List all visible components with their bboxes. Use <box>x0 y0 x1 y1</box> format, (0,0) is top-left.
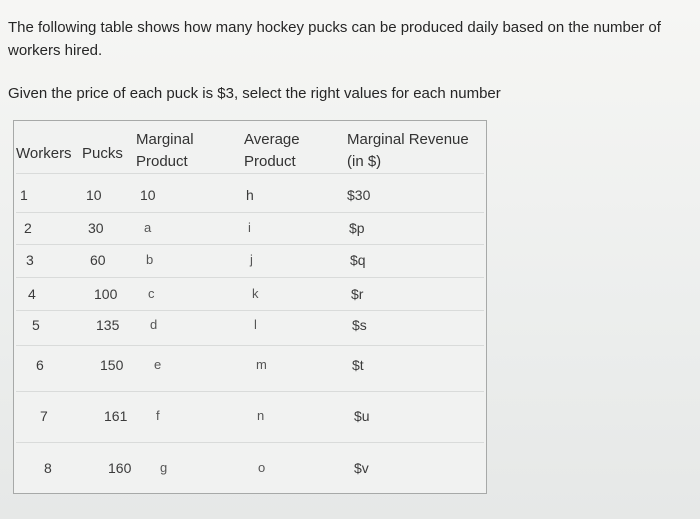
question-text: Given the price of each puck is $3, select the right values for each number <box>8 85 501 102</box>
marginal-product-cell: f <box>156 408 160 423</box>
header-pucks: Pucks <box>82 145 123 162</box>
row-divider <box>16 345 484 346</box>
pucks-cell: 30 <box>88 220 104 236</box>
workers-cell: 6 <box>36 357 44 373</box>
average-product-cell: i <box>248 220 251 235</box>
marginal-product-cell: a <box>144 220 152 235</box>
marginal-revenue-cell: $p <box>349 220 365 236</box>
workers-cell: 2 <box>24 220 32 236</box>
workers-cell: 4 <box>28 286 36 302</box>
pucks-cell: 150 <box>100 357 124 373</box>
marginal-product-cell: e <box>154 357 162 372</box>
average-product-cell: m <box>256 357 267 372</box>
average-product-cell: j <box>250 252 253 267</box>
header-divider <box>16 173 484 174</box>
average-product-cell: n <box>257 408 265 423</box>
pucks-cell: 135 <box>96 317 120 333</box>
pucks-cell: 10 <box>86 187 102 203</box>
average-product-cell: h <box>246 187 254 203</box>
intro-text: The following table shows how many hockey pucks can be produced daily based on the number of workers hired. <box>8 19 661 59</box>
average-product-cell: l <box>254 317 257 332</box>
row-divider <box>16 244 484 245</box>
header-marginal-revenue: Marginal Revenue (in $) <box>347 131 469 170</box>
pucks-cell: 60 <box>90 252 106 268</box>
marginal-product-cell: b <box>146 252 154 267</box>
marginal-revenue-cell: $u <box>354 408 370 424</box>
pucks-cell: 160 <box>108 460 132 476</box>
workers-cell: 5 <box>32 317 40 333</box>
header-workers: Workers <box>16 145 72 162</box>
row-divider <box>16 391 484 392</box>
workers-cell: 8 <box>44 460 52 476</box>
average-product-cell: k <box>252 286 259 301</box>
row-divider <box>16 212 484 213</box>
header-marginal-product: Marginal Product <box>136 131 194 170</box>
row-divider <box>16 277 484 278</box>
average-product-cell: o <box>258 460 266 475</box>
marginal-product-cell: c <box>148 286 155 301</box>
row-divider <box>16 442 484 443</box>
header-average-product: Average Product <box>244 131 300 170</box>
marginal-product-cell: 10 <box>140 187 156 203</box>
marginal-revenue-cell: $r <box>351 286 364 302</box>
production-table <box>13 120 487 494</box>
marginal-product-cell: g <box>160 460 168 475</box>
pucks-cell: 161 <box>104 408 128 424</box>
marginal-revenue-cell: $q <box>350 252 366 268</box>
row-divider <box>16 310 484 311</box>
pucks-cell: 100 <box>94 286 118 302</box>
workers-cell: 1 <box>20 187 28 203</box>
marginal-revenue-cell: $30 <box>347 187 371 203</box>
marginal-revenue-cell: $v <box>354 460 369 476</box>
marginal-product-cell: d <box>150 317 158 332</box>
marginal-revenue-cell: $t <box>352 357 364 373</box>
workers-cell: 7 <box>40 408 48 424</box>
workers-cell: 3 <box>26 252 34 268</box>
marginal-revenue-cell: $s <box>352 317 367 333</box>
